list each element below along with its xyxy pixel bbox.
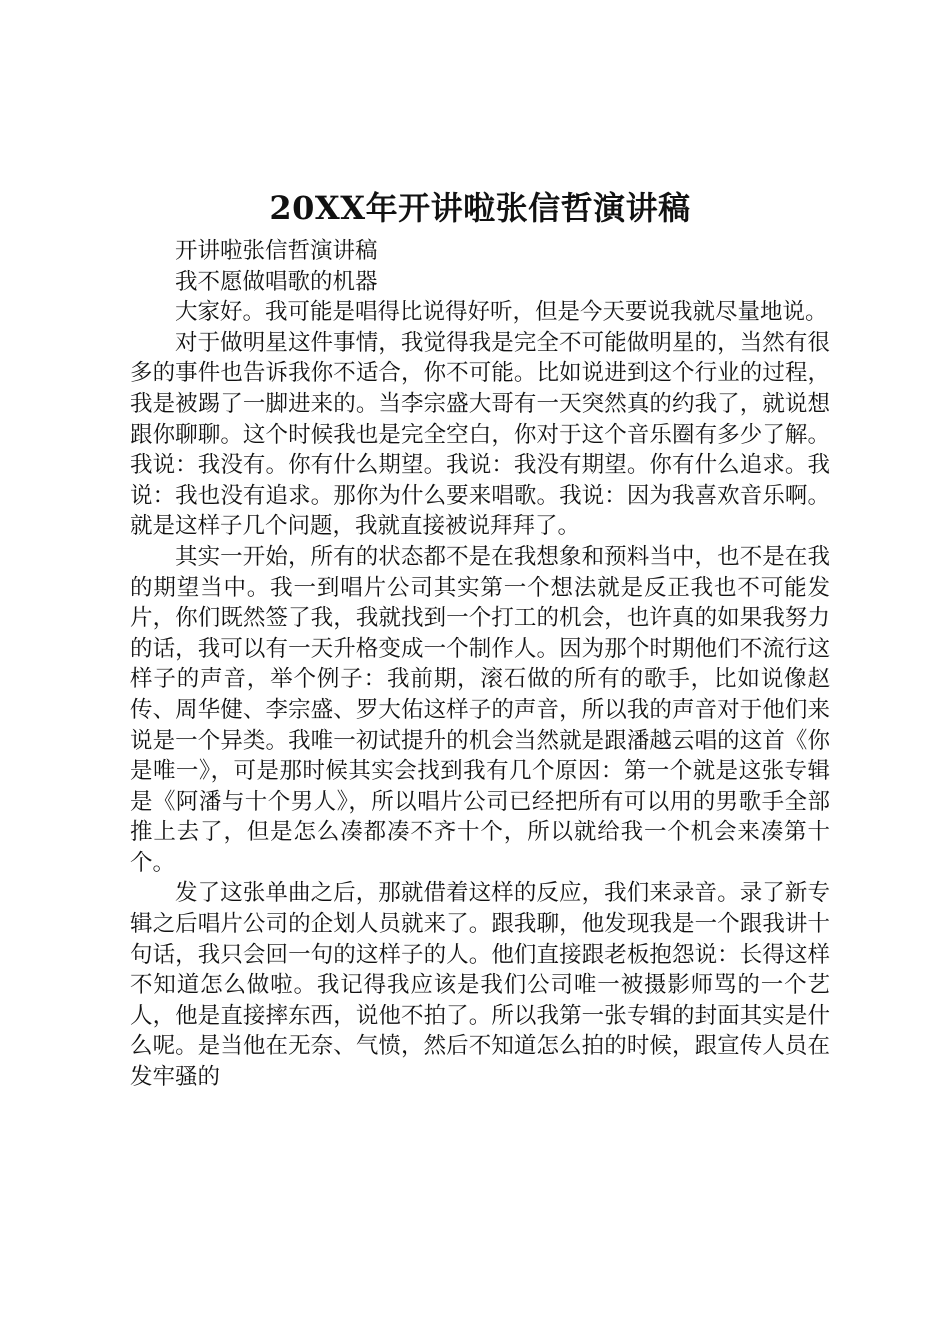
body-paragraph: 对于做明星这件事情，我觉得我是完全不可能做明星的，当然有很多的事件也告诉我你不适合，你不可能。比如说进到这个行业的过程，我是被踢了一脚进来的。当李宗盛大哥有一天突然真的约我了，就说想跟你聊聊。这个时候我也是完全空白，你对于这个音乐圈有多少了解。我说：我没有。你有什么期望。我说：我没有期望。你有什么追求。我说：我也没有追求。那你为什么要来唱歌。我说：因为我喜欢音乐啊。就是这样子几个问题，我就直接被说拜拜了。 <box>130 329 830 540</box>
speech-title-line: 我不愿做唱歌的机器 <box>175 268 378 295</box>
body-paragraph: 大家好。我可能是唱得比说得好听，但是今天要说我就尽量地说。 <box>175 299 828 326</box>
body-paragraph: 其实一开始，所有的状态都不是在我想象和预料当中，也不是在我的期望当中。我一到唱片公司其实第一个想法就是反正我也不可能发片，你们既然签了我，我就找到一个打工的机会，也许真的如果我努力的话，我可以有一天升格变成一个制作人。因为那个时期他们不流行这样子的声音，举个例子：我前期，滚石做的所有的歌手，比如说像赵传、周华健、李宗盛、罗大佑这样子的声音，所以我的声音对于他们来说是一个异类。我唯一初试提升的机会当然就是跟潘越云唱的这首《你是唯一》，可是那时候其实会找到我有几个原因：第一个就是这张专辑是《阿潘与十个男人》，所以唱片公司已经把所有可以用的男歌手全部推上去了，但是怎么凑都凑不齐十个，所以就给我一个机会来凑第十个。 <box>130 543 830 876</box>
body-paragraph: 发了这张单曲之后，那就借着这样的反应，我们来录音。录了新专辑之后唱片公司的企划人员就来了。跟我聊，他发现我是一个跟我讲十句话，我只会回一句的这样子的人。他们直接跟老板抱怨说：长得这样不知道怎么做啦。我记得我应该是我们公司唯一被摄影师骂的一个艺人，他是直接摔东西，说他不拍了。所以我第一张专辑的封面其实是什么呢。是当他在无奈、气愤，然后不知道怎么拍的时候，跟宣传人员在发牢骚的 <box>130 880 830 1091</box>
subtitle-line: 开讲啦张信哲演讲稿 <box>175 238 378 264</box>
document-page <box>130 186 830 1093</box>
document-title: 20XX年开讲啦张信哲演讲稿 <box>269 189 691 227</box>
